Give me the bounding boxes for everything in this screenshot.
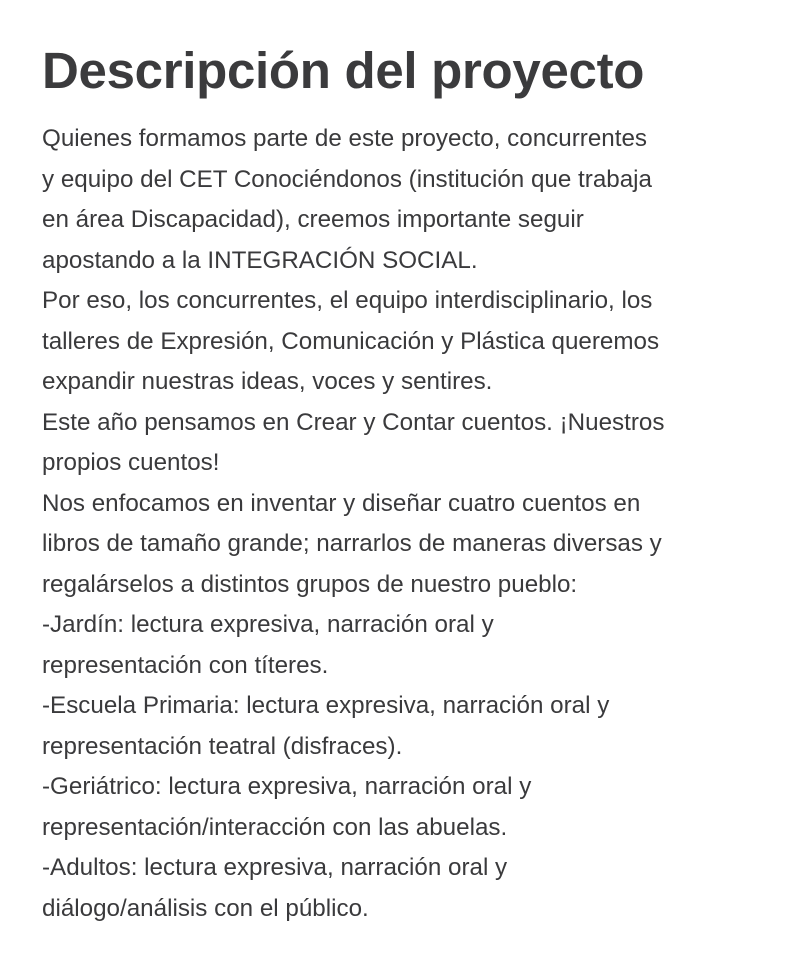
description-line: talleres de Expresión, Comunicación y Plástica queremos (42, 327, 660, 355)
description-line: -Escuela Primaria: lectura expresiva, narración oral y (42, 692, 610, 719)
description-line: y equipo del CET Conociéndonos (institución que trabaja (42, 165, 653, 193)
description-line: Este año pensamos en Crear y Contar cuentos. ¡Nuestros (42, 408, 665, 436)
description-line: propios cuentos! (42, 449, 220, 476)
description-line: representación teatral (disfraces). (42, 732, 403, 760)
description-line: -Geriátrico: lectura expresiva, narración oral y (42, 773, 532, 800)
description-line: diálogo/análisis con el público. (42, 894, 369, 922)
description-line: Nos enfocamos en inventar y diseñar cuatro cuentos en (42, 489, 641, 517)
description-line: Por eso, los concurrentes, el equipo interdisciplinario, los (42, 287, 653, 314)
description-line: -Jardín: lectura expresiva, narración oral y (42, 611, 494, 638)
description-line: Quienes formamos parte de este proyecto, concurrentes (42, 125, 647, 152)
description-line: representación con títeres. (42, 651, 329, 679)
description-line: apostando a la INTEGRACIÓN SOCIAL. (42, 246, 478, 274)
description-body (42, 119, 768, 929)
description-line: expandir nuestras ideas, voces y sentires. (42, 368, 493, 395)
description-line: libros de tamaño grande; narrarlos de maneras diversas y (42, 530, 662, 557)
description-line: -Adultos: lectura expresiva, narración oral y (42, 854, 508, 881)
description-line: regalárselos a distintos grupos de nuestro pueblo: (42, 570, 578, 598)
description-line: en área Discapacidad), creemos importante seguir (42, 206, 584, 233)
page-title: Descripción del proyecto (42, 42, 645, 99)
description-line: representación/interacción con las abuelas. (42, 813, 508, 841)
